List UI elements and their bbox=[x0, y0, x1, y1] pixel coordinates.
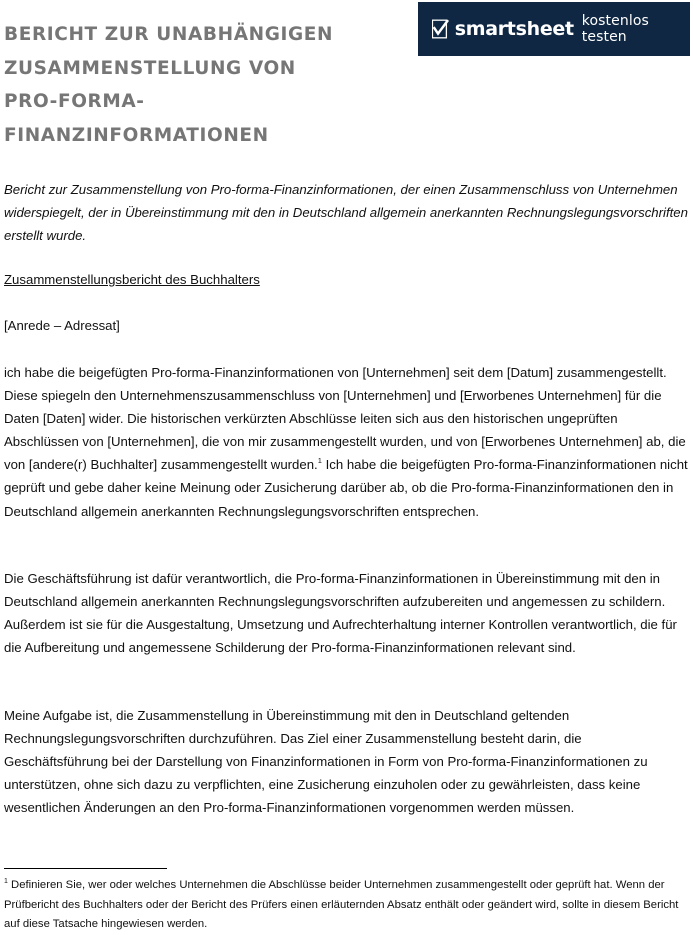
banner-cta: kostenlos testen bbox=[581, 13, 649, 45]
footnote-divider bbox=[4, 868, 167, 869]
section-heading: Zusammenstellungsbericht des Buchhalters bbox=[4, 272, 260, 287]
paragraph-1-text-b: Ich habe die beigefügten Pro-forma-Finanzinformationen nicht geprüft und gebe daher keine Meinung oder Zusicherung darüber ab, ob die Pro-forma-Finanzinformationen den in Deutschland allgemein anerkannten Rechnungslegungsvorschriften entsprechen. bbox=[4, 457, 688, 519]
banner-brand: smartsheet bbox=[454, 18, 574, 40]
intro-paragraph: Bericht zur Zusammenstellung von Pro-forma-Finanzinformationen, der einen Zusammenschluss von Unternehmen widerspiegelt, der in Übereinstimmung mit den in Deutschland allgemein anerkannten Rechnungslegungsvorschriften erstellt wurde. bbox=[4, 182, 688, 244]
footnote-marker: 1 bbox=[4, 878, 8, 885]
footnote-reference: 1 bbox=[317, 456, 322, 466]
salutation: [Anrede – Adressat] bbox=[4, 318, 120, 333]
body-paragraph-1 bbox=[4, 361, 688, 523]
title-line: FINANZINFORMATIONEN bbox=[4, 124, 269, 146]
title-line: BERICHT ZUR UNABHÄNGIGEN bbox=[4, 24, 334, 45]
smartsheet-banner-link[interactable] bbox=[418, 2, 690, 56]
document-title bbox=[4, 18, 404, 152]
body-paragraph-3: Meine Aufgabe ist, die Zusammenstellung in Übereinstimmung mit den in Deutschland geltenden Rechnungslegungsvorschriften durchzuführen. Das Ziel einer Zusammenstellung besteht darin, die Geschäftsführung bei der Darstellung von Finanzinformationen in Form von Pro-forma-Finanzinformationen zu unterstützen, ohne sich dazu zu verpflichten, eine Zusicherung einzuholen oder zu gewährleisten, dass keine wesentlichen Änderungen an den Pro-forma-Finanzinformationen vorgenommen werden müssen. bbox=[4, 708, 648, 816]
footnote bbox=[4, 876, 688, 935]
title-line: ZUSAMMENSTELLUNG VON bbox=[4, 57, 296, 79]
body-paragraph-2: Die Geschäftsführung ist dafür verantwortlich, die Pro-forma-Finanzinformationen in Übereinstimmung mit den in Deutschland allgemein anerkannten Rechnungslegungsvorschriften aufzubereiten und angemessen zu schildern. Außerdem ist sie für die Ausgestaltung, Umsetzung und Aufrechterhaltung interner Kontrollen verantwortlich, die für die Aufbereitung und angemessene Schilderung der Pro-forma-Finanzinformationen relevant sind. bbox=[4, 571, 677, 656]
smartsheet-checkmark-icon bbox=[432, 19, 449, 39]
footnote-text: Definieren Sie, wer oder welches Unternehmen die Abschlüsse beider Unternehmen zusammengestellt oder geprüft hat. Wenn der Prüfbericht des Buchhalters oder der Bericht des Prüfers einen erläuternden Absatz enthält oder geändert wird, sollte in diesem Bericht auf diese Tatsache hingewiesen werden. bbox=[4, 879, 679, 930]
title-line: PRO-FORMA- bbox=[4, 91, 145, 112]
paragraph-1-text-a: ich habe die beigefügten Pro-forma-Finanzinformationen von [Unternehmen] seit dem [Datum] zusammengestellt. Diese spiegeln den Unternehmenszusammenschluss von [Unternehmen] und [Erworbenes Unternehmen] für die Daten [Daten] wider. Die historischen verkürzten Abschlüsse leiten sich aus den historischen ungeprüften Abschlüssen von [Unternehmen], die von mir zusammengestellt wurden, und von [Erworbenes Unternehmen] ab, die von [andere(r) Buchhalter] zusammengestellt wurden. bbox=[4, 365, 686, 473]
